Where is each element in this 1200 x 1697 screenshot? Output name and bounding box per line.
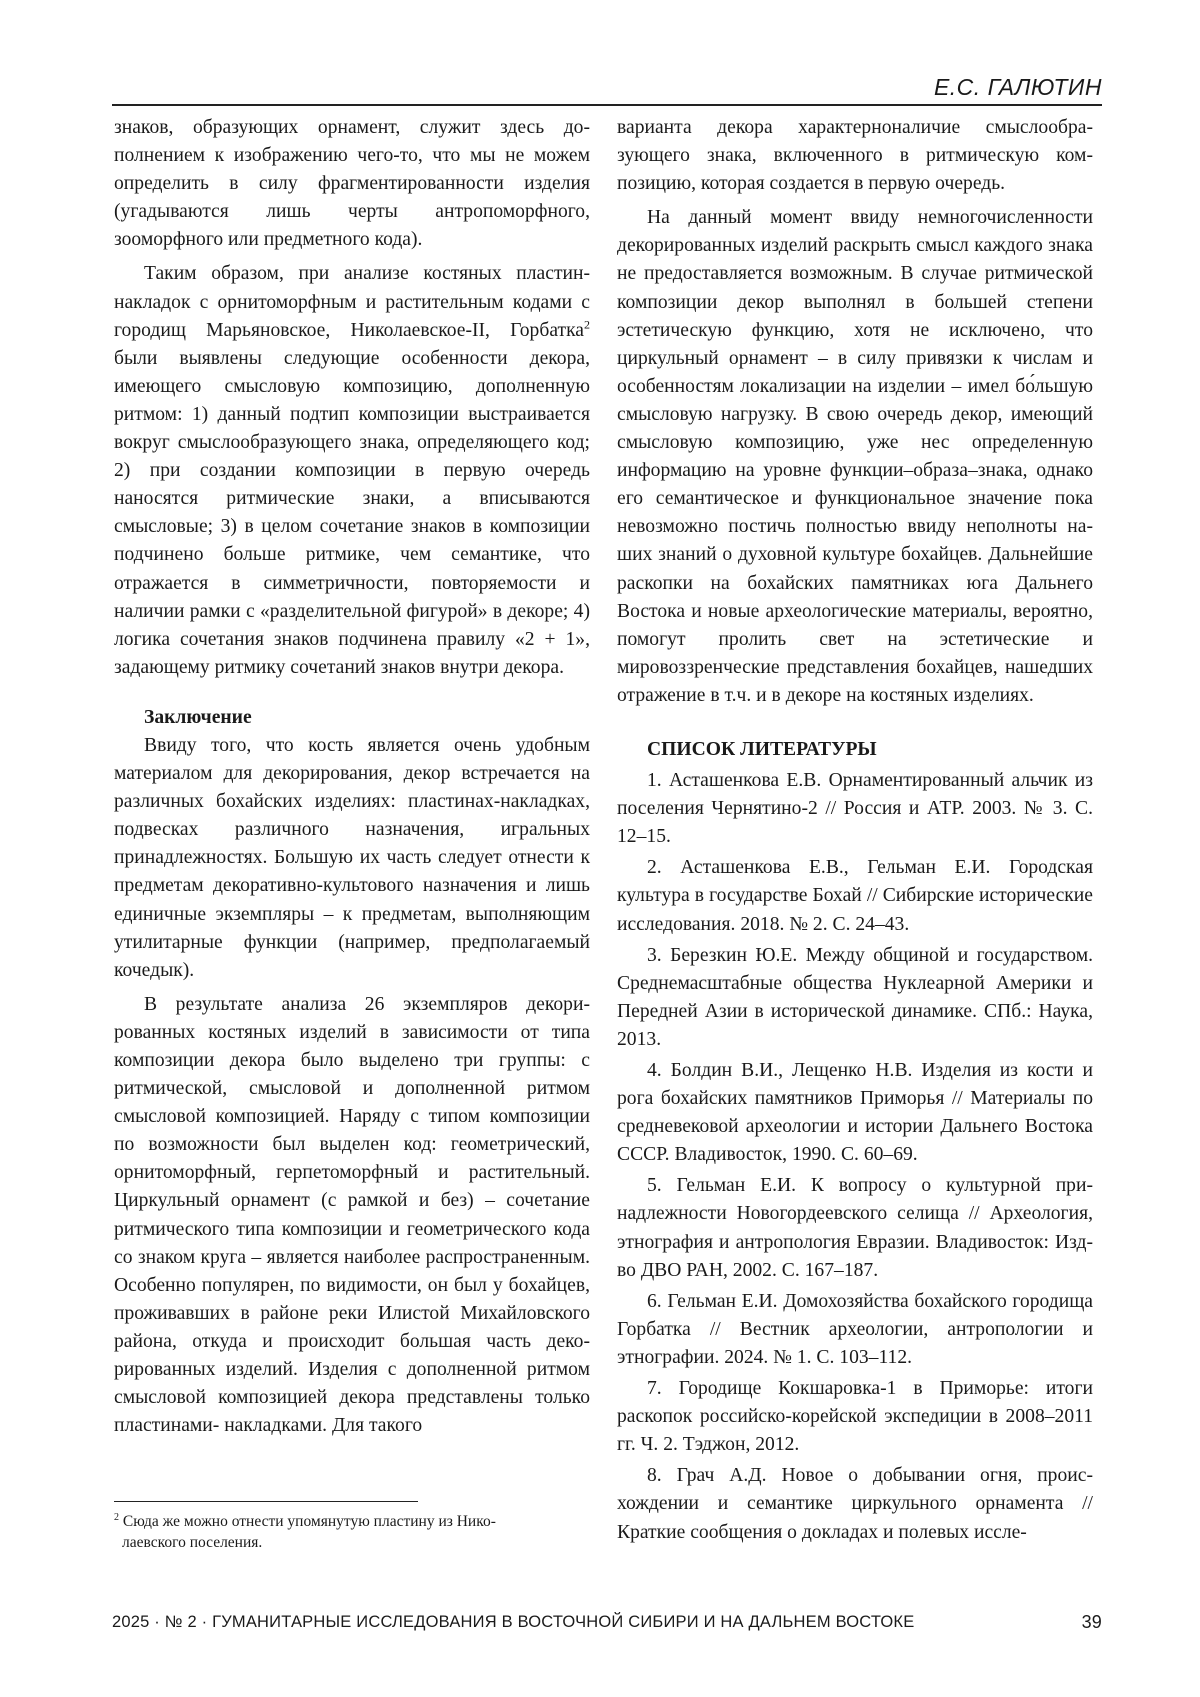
paragraph <box>114 260 590 681</box>
paragraph-text: были выявлены следующие особенности декора, имеющего смысловую композицию, дополненную ритмом: 1) данный подтип композиции выстраивается вокруг смыслообразующего знака, определяющего код; 2) при создании композиции в первую очередь наносятся ритмические знаки, а вписываются смысловые; 3) в целом сочетание знаков в композиции подчинено больше ритмике, чем семантике, что отражается в симметричности, повторяемости и наличии рамки с «разделительной фигурой» в декоре; 4) логика сочетания знаков подчинена правилу «2 + 1», задающему ритмику сочетаний знаков внутри декора. <box>114 347 590 678</box>
journal-title: 2025 · № 2 · ГУМАНИТАРНЫЕ ИССЛЕДОВАНИЯ В ВОСТОЧНОЙ СИБИРИ И НА ДАЛЬНЕМ ВОСТОКЕ <box>112 1613 915 1631</box>
footnote-text-continued: лаевского поселения. <box>122 1534 263 1551</box>
paragraph: знаков, образующих орнамент, служит здесь дополнением к изображению чего-то, что мы не можем определить в силу фрагментированности изделия (угадываются лишь черты антропоморфного, зооморфного или предметного кода). <box>114 117 590 251</box>
reference-item: 4. Болдин В.И., Лещенко Н.В. Изделия из кости и рога бохайских памятников Приморья // Материалы по средневековой археологии и истории Дальнего Востока СССР. Владивосток, 1990. С. 60–69. <box>617 1060 1093 1166</box>
page-number: 39 <box>1081 1612 1102 1632</box>
reference-item: 3. Березкин Ю.Е. Между общиной и государством. Среднемасштабные общества Нуклеарной Америки и Передней Азии в исторической динамике. СПб.: Наука, 2013. <box>617 944 1093 1050</box>
left-column <box>114 114 590 1440</box>
paragraph: На данный момент ввиду немногочисленности декорированных изделий раскрыть смысл каждого знака не предоставляется возможным. В случае ритмической композиции декор выполнял в большей степени эстетическую функцию, хотя не исключено, что циркульный орнамент – в силу привязки к числам и особенностям локализации на изделии – имел бо́льшую смысловую нагрузку. В свою очередь декор, имеющий смысловую композицию, уже нес определенную информацию на уровне функции–образа–знака, однако его семантическое и функциональное значение пока невозможно постичь полностью ввиду неполноты наших знаний о духовной культуре бохайцев. Дальнейшие раскопки на бохайских памятниках юга Дальнего Востока и новые археологические материалы, вероятно, помогут пролить свет на эстетические и мировоззренческие представления бохайцев, нашедших отражение в т.ч. и в декоре на костяных изделиях. <box>617 207 1093 706</box>
footnote <box>114 1511 590 1553</box>
running-head-author: Е.С. ГАЛЮТИН <box>112 74 1102 106</box>
paragraph-text: Таким образом, при анализе костяных пластин-накладок с орнитоморфным и растительным кодами с городищ Марьяновское, Николаевское-II, Горбатка <box>114 263 590 341</box>
footnote-marker[interactable]: 2 <box>584 317 590 332</box>
paragraph: Ввиду того, что кость является очень удобным материалом для декорирования, декор встречается на различных бохайских изделиях: пластинах-накладках, подвесках различного назначения, игральных принадлежностях. Большую их часть следует отнести к предметам декоративно-культового назначения и лишь единичные экземпляры – к предметам, выполняющим утилитарные функции (например, предполагаемый кочедык). <box>114 734 590 981</box>
running-foot <box>112 1609 1102 1635</box>
right-column <box>617 114 1093 1547</box>
footnote-divider <box>114 1501 418 1502</box>
paragraph: В результате анализа 26 экземпляров декорированных костяных изделий в зависимости от типа композиции декора было выделено три группы: с ритмической, смысловой и дополненной ритмом смысловой композицией. Наряду с типом композиции по возможности был выделен код: геометрический, орнитоморфный, герпетоморфный и растительный. Циркульный орнамент (с рамкой и без) – сочетание ритмического типа композиции и геометрического кода со знаком круга – является наиболее распространенным. Особенно популярен, по видимости, он был у бохайцев, проживавших в районе реки Илистой Михайловского района, откуда и происходит большая часть декорированных изделий. Изделия с дополненной ритмом смысловой композицией декора представлены только пластинами- накладками. Для такого <box>114 993 590 1437</box>
references-heading: СПИСОК ЛИТЕРАТУРЫ <box>647 738 877 760</box>
reference-item: 7. Городище Кокшаровка-1 в Приморье: итоги раскопок российско-корейской экспедиции в 2008–2011 гг. Ч. 2. Тэджон, 2012. <box>617 1378 1093 1456</box>
footnote-text: Сюда же можно отнести упомянутую пластину из Нико- <box>122 1513 496 1530</box>
footnote-number: 2 <box>114 1511 119 1523</box>
section-heading-conclusion: Заключение <box>144 706 252 728</box>
paragraph: варианта декора характерноналичие смыслообразующего знака, включенного в ритмическую композицию, которая создается в первую очередь. <box>617 117 1093 195</box>
reference-item: 1. Асташенкова Е.В. Орнаментированный альчик из поселения Чернятино-2 // Россия и АТР. 2003. № 3. С. 12–15. <box>617 770 1093 848</box>
reference-item: 2. Асташенкова Е.В., Гельман Е.И. Городская культура в государстве Бохай // Сибирские исторические исследования. 2018. № 2. С. 24–43. <box>617 857 1093 935</box>
reference-item: 8. Грач А.Д. Новое о добывании огня, происхождении и семантике циркульного орнамента // Краткие сообщения о докладах и полевых иссле- <box>617 1465 1093 1543</box>
reference-item: 6. Гельман Е.И. Домохозяйства бохайского городища Горбатка // Вестник археологии, антропологии и этнографии. 2024. № 1. С. 103–112. <box>617 1290 1093 1368</box>
reference-item: 5. Гельман Е.И. К вопросу о культурной принадлежности Новогордеевского селища // Археология, этнография и антропология Евразии. Владивосток: Изд-во ДВО РАН, 2002. С. 167–187. <box>617 1175 1093 1281</box>
